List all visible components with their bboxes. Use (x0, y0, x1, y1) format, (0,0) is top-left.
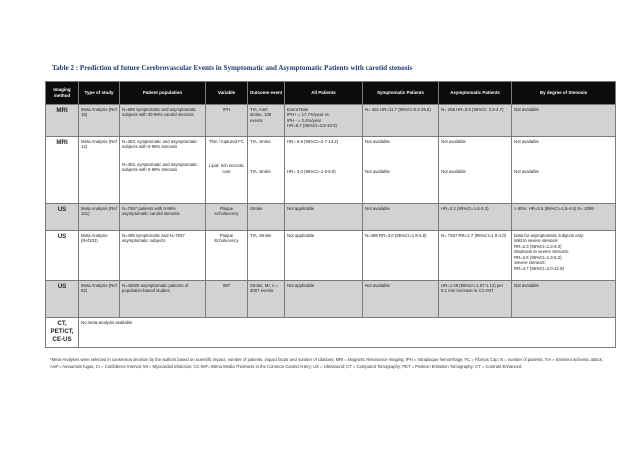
cell-asymptomatic: HR=2.3 (95%CI=1.6-3.3) (439, 204, 512, 231)
cell-all-patients (285, 137, 363, 204)
cell-all-patients: Not applicable (285, 231, 363, 281)
cell-line: IPH+ = 17.7%/year vs. (287, 112, 330, 118)
cell-line: Severe stenosis: (514, 260, 546, 266)
cell-study: Meta Analysis (Ref 16) (79, 105, 120, 137)
cell-line: Moderate to severe stenosis: (514, 249, 570, 255)
cell-line: Not available (365, 169, 390, 175)
cell-population: N=689 symptomatic and asymptomatic subjects with 30-99% carotid stenosis (120, 105, 206, 137)
cell-population (120, 137, 206, 204)
cell-asymptomatic: N= 258 HR=3.5 (95%CI: 2.6-4.7) (439, 105, 512, 137)
cell-symptomatic (363, 137, 439, 204)
cell-degree: Not available (512, 105, 616, 137)
cell-variable: IMT (206, 281, 248, 318)
cell-population: N=7557 patients with 0-99% asymptomatic carotid stenosis (120, 204, 206, 231)
cell-line: HR= 5.9 (95%CI=2.7-13.2) (287, 138, 339, 144)
cell-outcome (248, 137, 285, 204)
table-row (46, 137, 616, 204)
cell-degree (512, 231, 616, 281)
cell-outcome: Stroke, MI, n = 4007 events (248, 281, 285, 318)
cell-merged: No meta-analysis available (79, 318, 616, 348)
cell-line: Lipid- rich necrotic core (209, 163, 244, 174)
cell-population: N=45828 asymptomatic patients of population-based studies (120, 281, 206, 318)
cell-line: Data for asymptomatic subjects only: (514, 232, 585, 238)
header-imaging-method: Imaging method (46, 82, 79, 105)
cell-asymptomatic: HR=1.09 (95%CI=1.07-1.12) per 0.1 mm increase in CC-IMT (439, 281, 512, 318)
header-variable: Variable (206, 82, 248, 105)
cell-line: N=403, symptomatic and asymptomatic subjects with 0-99% stenosis (122, 161, 198, 173)
cell-line: RR=2.3 (95%CI=1.3-4.0) (514, 243, 562, 249)
cell-asymptomatic (439, 137, 512, 204)
cell-study: Meta Analysis (Ref 101) (79, 204, 120, 231)
cell-study: Meta Analysis (Ref 12) (79, 137, 120, 204)
table-title: Table 2 : Prediction of future Cerebrovascular Events in Symptomatic and Asymptomatic Patients with carotid stenosis (52, 64, 413, 72)
cell-variable (206, 137, 248, 204)
header-degree-of-stenosis: By degree of Stenosis (512, 82, 616, 105)
cell-method: CT, PET/CT, CE-US (46, 318, 79, 348)
cell-population: N=499 symptomatic and N=7937 asymptomatic subjects (120, 231, 206, 281)
cell-variable: Plaque echolucency (206, 204, 248, 231)
cell-line: Mild to severe stenosis (514, 238, 558, 244)
cell-line: TIA, stroke (250, 169, 271, 175)
cell-method: MRI (46, 105, 79, 137)
cell-variable: Plaque Echolucency (206, 231, 248, 281)
table-row (46, 231, 616, 281)
cell-line: Thin / ruptured FC (209, 138, 244, 144)
cell-line: N=363, symptomatic and asymptomatic subjects with 0-99% stenosis (122, 138, 198, 150)
header-asymptomatic-patients: Asymptomatic Patients (439, 82, 512, 105)
cell-degree: > 50%: HR=2.6 (95%CI=1.5-4.6) N= 2095 (512, 204, 616, 231)
cell-symptomatic: N= 451 HR=11.7 (95%CI:5.2-26.5) (363, 105, 439, 137)
cell-study: Meta Analysis (Ref 52) (79, 281, 120, 318)
cell-outcome: Stroke (248, 204, 285, 231)
cell-all-patients: Not applicable (285, 281, 363, 318)
cell-symptomatic: Not available (363, 281, 439, 318)
cell-outcome: TIA, Stroke (248, 231, 285, 281)
cell-line: IPH - = 2.4%/year (287, 117, 322, 123)
header-row (46, 82, 616, 105)
cell-line: RR=2.6 (95%CI=1.3-5.2) (514, 254, 562, 260)
table-row (46, 105, 616, 137)
header-patient-population: Patient population (120, 82, 206, 105)
cell-line: Not available (441, 169, 466, 175)
cell-all-patients (285, 105, 363, 137)
cell-line: HR=5.7 (95%CI=3.8-10.9) (287, 123, 337, 129)
cell-line: RR=4.7 (95%CI=2.0-12.8) (514, 265, 564, 271)
cell-line: Not available (441, 138, 466, 144)
cell-line: Event Rate (287, 106, 309, 112)
header-type-of-study: Type of study (79, 82, 120, 105)
cell-all-patients: Not applicable (285, 204, 363, 231)
cell-line: HR= 3.0 (95%CI=1.5-6.0) (287, 169, 336, 175)
cell-study: Meta Analysis (Ref102) (79, 231, 120, 281)
cell-line: Not available (365, 138, 390, 144)
table-row (46, 281, 616, 318)
cell-degree: Not available (512, 281, 616, 318)
header-all-patients: All Patients (285, 82, 363, 105)
data-table (45, 81, 616, 348)
header-outcome-event: Outcome event (248, 82, 285, 105)
cell-method: US (46, 281, 79, 318)
cell-method: US (46, 231, 79, 281)
cell-method: US (46, 204, 79, 231)
table-row (46, 204, 616, 231)
header-symptomatic-patients: Symptomatic Patients (363, 82, 439, 105)
cell-degree (512, 137, 616, 204)
cell-line: Not available (514, 138, 539, 144)
cell-line: Not available (514, 169, 539, 175)
cell-symptomatic: N=499 RR=3.0 (95%CI=1.9-4.8) (363, 231, 439, 281)
cell-line: TIA, stroke (250, 138, 271, 144)
cell-outcome: TIA, AmF, stroke, 108 events (248, 105, 285, 137)
cell-variable: IPH (206, 105, 248, 137)
cell-method: MRI (46, 137, 79, 204)
table-row (46, 318, 616, 348)
footnote: *Meta-Analyses were selected in consensus decision by the authors based on scientific impact, number of patients, impact factor and number of citations; MRI = Magnetic Resonance Imaging; IPH = Intraplaque hemorrhage; FC = Fibrous Cap; N = number of patients, TIA = transient ischemic attack; AmF= Amaurosis fugax, CI = Confidence Interval; MI = Myocardial Infarction; CC-IMT=Intima Media Thickness in the Common Carotid Artery; US = Ultrasound; CT = Computed Tomography; PET = Positron Emission Tomography; CT = Contrast Enhanced (50, 357, 603, 369)
cell-symptomatic: Not available (363, 204, 439, 231)
cell-asymptomatic: N= 7937 RR=2.7 (95%CI=1.9-4.0) (439, 231, 512, 281)
